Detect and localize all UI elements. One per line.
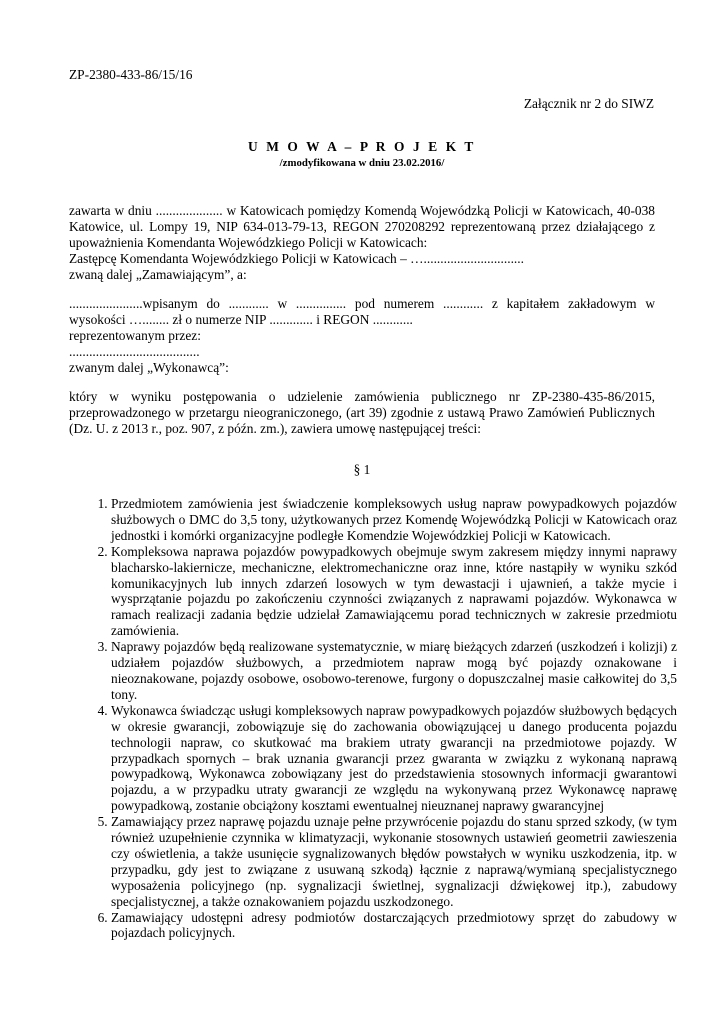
parties-line: upoważnienia Komendanta Wojewódzkiego Policji w Katowicach:	[69, 234, 428, 250]
clause-item: 6. Zamawiający udostępni adresy podmiotów dostarczających przedmiotowy sprzęt do zabudowy w pojazdach policyjnych.	[111, 910, 677, 942]
document-title: U M O W A – P R O J E K T	[248, 139, 476, 154]
clause-item: 5. Zamawiający przez naprawę pojazdu uznaje pełne przywrócenie pojazdu do stanu sprzed szkody, (w tym również uzupełnienie czynnika w klimatyzacji, wykonanie stosownych ustawień geometrii zawieszenia czy oświetlenia, a także usunięcie sygnalizowanych błędów powstałych w wyniku uszkodzenia, itp. w przypadku, gdy jest to związane z usuwaną szkodą) łącznie z naprawą/wymianą specjalistycznego wyposażenia policyjnego (np. sygnalizacji świetlnej, sygnalizacji dźwiękowej itp.), zabudowy specjalistycznej, a także oznakowaniem pojazdu uszkodzonego.	[111, 814, 677, 909]
contractor-line: zwanym dalej „Wykonawcą”:	[69, 359, 229, 375]
parties-line: Katowice, ul. Lompy 19, NIP 634-013-79-13, REGON 270208292 reprezentowaną przez działającego z	[69, 218, 655, 234]
contractor-paragraph	[69, 296, 655, 376]
clause-item: 4. Wykonawca świadcząc usługi kompleksowych napraw powypadkowych pojazdów służbowych będących w okresie gwarancji, zobowiązuje się do zachowania obowiązującej u danego producenta pojazdu technologii napraw, co skutkować ma brakiem utraty gwarancji na przedmiotowe pojazdy. W przypadkach spornych – brak uznania gwarancji przez gwaranta w związku z wykonaną naprawą powypadkową, Wykonawca zobowiązany jest do przedstawienia stosownych informacji gwarantowi pojazdu, a w przypadku utraty gwarancji ze względu na wykonywaną przez Wykonawcę naprawę powypadkową, zostanie obciążony kosztami ewentualnej nieuznanej naprawy gwarancyjnej	[111, 703, 677, 814]
document-reference-number: ZP-2380-433-86/15/16	[69, 67, 193, 82]
intro-line: przeprowadzonego w przetargu nieograniczonego, (art 39) zgodnie z ustawą Prawo Zamówień Publicznych	[69, 404, 655, 420]
parties-line: Zastępcę Komendanta Wojewódzkiego Policji w Katowicach – …..............................	[69, 250, 524, 266]
parties-line: zwaną dalej „Zamawiającym”, a:	[69, 266, 247, 282]
intro-line: który w wyniku postępowania o udzielenie zamówienia publicznego nr ZP-2380-435-86/2015,	[69, 389, 655, 404]
contractor-line: wysokości …........ zł o numerze NIP ............. i REGON ............	[69, 311, 413, 327]
annex-label: Załącznik nr 2 do SIWZ	[523, 96, 654, 111]
intro-line: (Dz. U. z 2013 r., poz. 907, z późn. zm.), zawiera umowę następującej treści:	[69, 420, 481, 436]
clause-item: 2. Kompleksowa naprawa pojazdów powypadkowych obejmuje swym zakresem między innymi naprawy blacharsko-lakiernicze, mechaniczne, elektromechaniczne oraz inne, które nastąpiły w wyniku szkód komunikacyjnych lub innych zdarzeń losowych w tym dewastacji i ujawnień, a także mycie i wysprzątanie pojazdu po zakończeniu czynności związanych z naprawami pojazdów. Wykonawca w ramach realizacji zadania będzie udzielał Zamawiającemu porad technicznych w zakresie przedmiotu zamówienia.	[111, 544, 677, 639]
clause-item: 3. Naprawy pojazdów będą realizowane systematycznie, w miarę bieżących zdarzeń (uszkodzeń i kolizji) z udziałem pojazdów służbowych, a przedmiotem napraw mogą być pojazdy oznakowane i nieoznakowane, pojazdy osobowe, osobowo-terenowe, furgony o dopuszczalnej masie całkowitej do 3,5 tony.	[111, 639, 677, 703]
contractor-line: .......................................	[69, 343, 200, 359]
intro-paragraph	[69, 389, 655, 437]
contractor-line: ......................wpisanym do ............ w ............... pod numerem ............ z kapitałem zakładowym w	[69, 296, 655, 311]
parties-paragraph	[69, 203, 655, 283]
document-subtitle: /zmodyfikowana w dniu 23.02.2016/	[279, 157, 445, 169]
parties-line: zawarta w dniu .................... w Katowicach pomiędzy Komendą Wojewódzką Policji w Katowicach, 40-038	[69, 203, 655, 218]
clause-list	[89, 496, 677, 941]
section-heading: § 1	[353, 462, 371, 477]
clause-item: 1. Przedmiotem zamówienia jest świadczenie kompleksowych usług napraw powypadkowych pojazdów służbowych o DMC do 3,5 tony, użytkowanych przez Komendę Wojewódzką Policji w Katowicach oraz jednostki i komórki organizacyjne podległe Komendzie Wojewódzkiej Policji w Katowicach.	[111, 496, 677, 544]
contractor-line: reprezentowanym przez:	[69, 327, 201, 343]
